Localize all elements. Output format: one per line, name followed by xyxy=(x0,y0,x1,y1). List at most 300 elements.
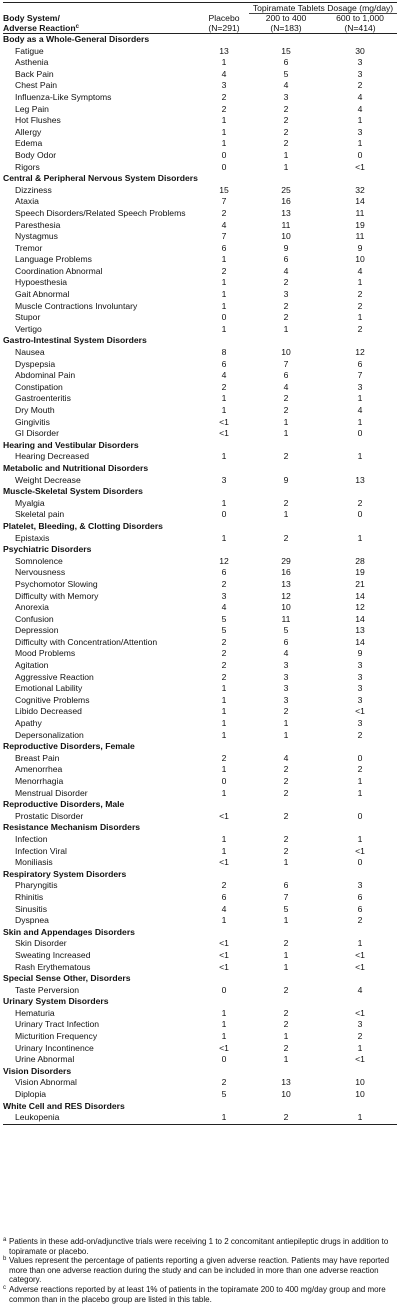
table-row xyxy=(3,892,397,904)
dose-200-400-value: 2 xyxy=(283,300,289,311)
dose-600-1000-value: 3 xyxy=(357,660,363,671)
dose-600-1000-value: 4 xyxy=(357,405,363,415)
placebo-value: 1 xyxy=(221,254,227,265)
placebo-value: 1 xyxy=(221,57,227,68)
dose-200-400-value: 6 xyxy=(283,254,289,265)
dose-600-1000-value: 6 xyxy=(357,903,363,914)
reaction-name: Paresthesia xyxy=(15,219,61,230)
dose-600-1000-value: 12 xyxy=(355,602,365,613)
reaction-name: Myalgia xyxy=(15,497,45,508)
placebo-value: 0 xyxy=(221,161,227,172)
table-row xyxy=(3,1043,397,1055)
category-label: Body as a Whole-General Disorders xyxy=(3,34,150,44)
dose-600-1000-value: <1 xyxy=(355,161,365,172)
reaction-name: Amenorrhea xyxy=(15,764,63,775)
reaction-name: Rigors xyxy=(15,161,40,172)
dose-200-400-value: 2 xyxy=(283,451,289,462)
category-row xyxy=(3,440,397,452)
reaction-name: Micturition Frequency xyxy=(15,1031,98,1042)
table-row xyxy=(3,138,397,150)
table-row xyxy=(3,962,397,974)
table-row xyxy=(3,1019,397,1031)
placebo-value: 1 xyxy=(221,729,227,740)
category-label: Vision Disorders xyxy=(3,1065,72,1076)
placebo-value: 1 xyxy=(221,323,227,334)
reaction-name: Gait Abnormal xyxy=(15,289,70,300)
reaction-name: Hot Flushes xyxy=(15,115,61,126)
dose-600-1000-value: 1 xyxy=(357,393,363,404)
dose-200-400-value: 1 xyxy=(283,961,289,972)
reaction-name: Agitation xyxy=(15,660,49,671)
table-row xyxy=(3,370,397,382)
reaction-name: Menorrhagia xyxy=(15,776,64,786)
placebo-value: 6 xyxy=(221,358,227,369)
placebo-value: 3 xyxy=(221,80,227,91)
reaction-name: Asthenia xyxy=(15,57,49,68)
table-row xyxy=(3,880,397,892)
reaction-name: Somnolence xyxy=(15,555,63,566)
category-label: Resistance Mechanism Disorders xyxy=(3,822,141,833)
category-row xyxy=(3,335,397,347)
placebo-value: 8 xyxy=(221,347,227,358)
placebo-value: 0 xyxy=(221,1054,227,1065)
dose-600-1000-value: 1 xyxy=(357,138,363,149)
category-label: Respiratory System Disorders xyxy=(3,868,127,879)
table-row xyxy=(3,324,397,336)
placebo-value: 1 xyxy=(221,138,227,149)
table-row xyxy=(3,591,397,603)
reaction-name: Mood Problems xyxy=(15,648,76,659)
dose-600-1000-value: 0 xyxy=(357,149,363,160)
dose-200-400-value: 1 xyxy=(283,1031,289,1042)
placebo-value: 6 xyxy=(221,242,227,253)
placebo-value: 1 xyxy=(221,497,227,508)
dose-600-1000-value: 10 xyxy=(355,1077,365,1088)
reaction-name: Prostatic Disorder xyxy=(15,810,84,821)
dose-200-400-value: 2 xyxy=(283,833,289,844)
dose-600-1000-value: <1 xyxy=(355,706,365,717)
dose-200-400-value: 4 xyxy=(283,381,289,392)
category-label: Urinary System Disorders xyxy=(3,996,109,1007)
dose-600-1000-value: 2 xyxy=(357,289,363,300)
dose-200-400-value: 10 xyxy=(281,1089,291,1100)
placebo-header: Placebo xyxy=(208,13,240,23)
table-row xyxy=(3,846,397,858)
dose-600-1000-value: 2 xyxy=(357,1031,363,1042)
placebo-value: 13 xyxy=(219,45,229,56)
dose-600-1000-value: 1 xyxy=(357,312,363,323)
dose-200-400-value: 3 xyxy=(283,671,289,682)
adverse-reaction-header: Adverse Reaction$^c$ xyxy=(3,23,199,34)
dose-200-400-value: 5 xyxy=(283,625,289,636)
table-row xyxy=(3,127,397,139)
reaction-name: Hearing Decreased xyxy=(15,451,90,462)
dose-600-1000-value: 0 xyxy=(357,752,363,763)
table-row xyxy=(3,1031,397,1043)
table-row xyxy=(3,243,397,255)
table-row xyxy=(3,301,397,313)
dose-200-400-value: 7 xyxy=(283,891,289,902)
category-row xyxy=(3,799,397,811)
placebo-value: 1 xyxy=(221,706,227,717)
dose-200-400-value: 2 xyxy=(283,497,289,508)
reaction-name: Edema xyxy=(15,138,43,149)
placebo-value: 1 xyxy=(221,289,227,300)
dose-200-400-value: 1 xyxy=(283,949,289,960)
placebo-value: 1 xyxy=(221,115,227,126)
dose-200-400-value: 11 xyxy=(281,613,291,624)
dose-200-400-value: 10 xyxy=(281,347,291,358)
adverse-reactions-table xyxy=(3,2,397,1125)
table-body xyxy=(3,34,397,1125)
reaction-name: Stupor xyxy=(15,312,41,323)
dose-600-1000-value: 30 xyxy=(355,45,365,56)
placebo-value: 1 xyxy=(221,718,227,729)
table-row xyxy=(3,706,397,718)
dose-600-1000-value: 11 xyxy=(355,231,365,242)
dose-200-400-value: 2 xyxy=(283,277,289,288)
reaction-name: Dyspnea xyxy=(15,915,49,926)
dose-200-400-value: 5 xyxy=(283,68,289,79)
placebo-value: 2 xyxy=(221,578,227,589)
reaction-name: Depersonalization xyxy=(15,729,84,740)
table-row xyxy=(3,382,397,394)
table-row xyxy=(3,1077,397,1089)
placebo-value: 2 xyxy=(221,265,227,276)
dose-600-1000-value: 11 xyxy=(355,207,365,218)
placebo-value: 1 xyxy=(199,1112,249,1124)
table-row xyxy=(3,1054,397,1066)
table-row xyxy=(3,57,397,69)
table-row xyxy=(3,753,397,765)
placebo-value: 15 xyxy=(219,184,229,195)
dose-200-400-value: 2 xyxy=(283,845,289,856)
dose-200-400-value: 13 xyxy=(281,578,291,589)
reaction-name: Coordination Abnormal xyxy=(15,265,103,276)
table-row xyxy=(3,625,397,637)
reaction-name: Vision Abnormal xyxy=(15,1077,77,1088)
placebo-value: 7 xyxy=(221,231,227,242)
dose-200-400-value: 1 xyxy=(283,428,289,439)
dose-200-400-value: 1 xyxy=(283,857,289,868)
reaction-name: Infection xyxy=(15,833,48,844)
dose-600-1000-value: 14 xyxy=(355,196,365,207)
dose-200-400-value: 10 xyxy=(281,602,291,613)
reaction-name: Gastroenteritis xyxy=(15,393,71,404)
reaction-name: Skin Disorder xyxy=(15,938,67,949)
table-row xyxy=(3,614,397,626)
placebo-value: 2 xyxy=(221,880,227,891)
dose-600-1000-value: 28 xyxy=(355,555,365,566)
reaction-name: Nervousness xyxy=(15,567,66,578)
dose-200-400-value: 2 xyxy=(283,984,289,995)
placebo-value: 2 xyxy=(221,671,227,682)
dose-200-400-value: 4 xyxy=(283,265,289,276)
placebo-value: <1 xyxy=(219,416,229,427)
dose-600-1000-n: (N=414) xyxy=(323,23,397,34)
dose-200-400-value: 2 xyxy=(283,405,289,415)
placebo-value: 2 xyxy=(221,1077,227,1088)
reaction-name: Taste Perversion xyxy=(15,984,80,995)
placebo-value: 1 xyxy=(221,300,227,311)
dose-200-400-value: 2 xyxy=(283,787,289,798)
dose-200-400-value: 2 xyxy=(283,1042,289,1053)
placebo-value: 1 xyxy=(221,764,227,775)
placebo-value: 4 xyxy=(221,370,227,381)
footnotes xyxy=(3,1237,397,1304)
table-row xyxy=(3,567,397,579)
dose-200-400-value: 9 xyxy=(283,474,289,485)
table-row xyxy=(3,857,397,869)
reaction-name: Body Odor xyxy=(15,149,57,160)
dose-200-400-value: 29 xyxy=(281,555,291,566)
dose-600-1000-value: 3 xyxy=(357,880,363,891)
dose-600-1000-value: 1 xyxy=(357,787,363,798)
dose-600-1000-value: 14 xyxy=(355,613,365,624)
table-row xyxy=(3,695,397,707)
placebo-value: 1 xyxy=(221,915,227,926)
dose-200-400-value: 3 xyxy=(283,91,289,102)
category-row xyxy=(3,173,397,185)
reaction-name: Urinary Incontinence xyxy=(15,1042,94,1053)
table-row xyxy=(3,950,397,962)
reaction-name: Confusion xyxy=(15,613,54,624)
category-label: Special Sense Other, Disorders xyxy=(3,973,131,984)
category-row xyxy=(3,463,397,475)
table-row xyxy=(3,428,397,440)
dose-200-400-value: 6 xyxy=(283,370,289,381)
category-label: Platelet, Bleeding, & Clotting Disorders xyxy=(3,520,163,531)
dose-600-1000-value: 4 xyxy=(357,984,363,995)
placebo-value: 1 xyxy=(221,683,227,694)
reaction-name: Diplopia xyxy=(15,1089,47,1100)
table-row xyxy=(3,683,397,695)
dose-200-400-value: 3 xyxy=(283,289,289,300)
placebo-value: 4 xyxy=(221,602,227,613)
table-row xyxy=(3,185,397,197)
dose-200-400-value: 16 xyxy=(281,196,291,207)
category-row xyxy=(3,927,397,939)
reaction-name: Dry Mouth xyxy=(15,405,55,415)
dose-600-1000-value: 1 xyxy=(323,1112,397,1124)
placebo-value: <1 xyxy=(219,857,229,868)
table-row xyxy=(3,1089,397,1101)
dose-600-1000-value: 1 xyxy=(357,115,363,126)
dose-600-1000-value: 4 xyxy=(357,103,363,114)
placebo-value: <1 xyxy=(219,961,229,972)
dose-600-1000-value: 2 xyxy=(357,729,363,740)
dose-200-400-value: 1 xyxy=(283,323,289,334)
footnote-a: a Patients in these add-on/adjunctive trials were receiving 1 to 2 concomitant antiepileptic drugs in addition to topiramate or placebo. xyxy=(3,1237,389,1256)
category-label: Central & Peripheral Nervous System Disorders xyxy=(3,173,198,184)
reaction-name: Pharyngitis xyxy=(15,880,58,891)
reaction-name: Gingivitis xyxy=(15,416,50,427)
dose-200-400-value: 1 xyxy=(283,416,289,427)
category-label: Gastro-Intestinal System Disorders xyxy=(3,335,147,346)
table-row xyxy=(3,533,397,545)
dose-600-1000-value: 0 xyxy=(357,857,363,868)
dose-600-1000-value: 3 xyxy=(357,381,363,392)
table-row xyxy=(3,1008,397,1020)
reaction-name: Skeletal pain xyxy=(15,509,65,520)
dose-600-1000-value: 14 xyxy=(355,636,365,647)
dose-200-400-value: 1 xyxy=(283,718,289,729)
reaction-name: Leukopenia xyxy=(3,1112,199,1124)
dose-600-1000-value: 13 xyxy=(355,625,365,636)
dose-600-1000-value: 9 xyxy=(357,648,363,659)
table-row xyxy=(3,730,397,742)
table-row xyxy=(3,672,397,684)
table-row xyxy=(3,764,397,776)
dose-200-400-value: 10 xyxy=(281,231,291,242)
placebo-value: 2 xyxy=(221,103,227,114)
reaction-name: Chest Pain xyxy=(15,80,58,91)
category-row xyxy=(3,34,397,46)
dose-600-1000-value: 3 xyxy=(357,126,363,137)
dose-600-1000-value: 4 xyxy=(357,265,363,276)
placebo-value: 1 xyxy=(221,787,227,798)
placebo-value: 1 xyxy=(221,1019,227,1030)
table-row xyxy=(3,556,397,568)
placebo-value: 1 xyxy=(221,126,227,137)
dose-600-1000-value: 2 xyxy=(357,80,363,91)
reaction-name: Apathy xyxy=(15,718,42,729)
placebo-value: 0 xyxy=(221,509,227,520)
dose-600-1000-value: 2 xyxy=(357,323,363,334)
dose-200-400-value: 1 xyxy=(283,729,289,740)
dose-200-400-n: (N=183) xyxy=(249,23,323,34)
dose-600-1000-value: <1 xyxy=(355,949,365,960)
table-row xyxy=(3,405,397,417)
reaction-name: Menstrual Disorder xyxy=(15,787,88,798)
reaction-name: Fatigue xyxy=(15,45,44,56)
dose-200-400-value: 2 xyxy=(283,312,289,323)
reaction-name: Dyspepsia xyxy=(15,358,56,369)
dose-600-1000-value: 19 xyxy=(355,219,365,230)
dose-600-1000-value: 3 xyxy=(357,57,363,68)
placebo-value: 1 xyxy=(221,1007,227,1018)
placebo-value: 2 xyxy=(221,648,227,659)
table-row xyxy=(3,904,397,916)
reaction-name: Nystagmus xyxy=(15,231,58,242)
placebo-value: 4 xyxy=(221,903,227,914)
placebo-value: 5 xyxy=(221,1089,227,1100)
placebo-value: 6 xyxy=(221,567,227,578)
placebo-value: 1 xyxy=(221,405,227,415)
table-row xyxy=(3,660,397,672)
dose-600-1000-value: 32 xyxy=(355,184,365,195)
dose-200-400-value: 6 xyxy=(283,57,289,68)
reaction-name: Nausea xyxy=(15,347,45,358)
placebo-value: 5 xyxy=(221,613,227,624)
reaction-name: Anorexia xyxy=(15,602,49,613)
placebo-value: 2 xyxy=(221,752,227,763)
reaction-name: Libido Decreased xyxy=(15,706,82,717)
dose-200-400-value: 2 xyxy=(283,126,289,137)
category-label: Skin and Appendages Disorders xyxy=(3,926,135,937)
category-row xyxy=(3,741,397,753)
dose-600-1000-value: 3 xyxy=(357,694,363,705)
reaction-name: Difficulty with Concentration/Attention xyxy=(15,636,158,647)
dose-200-400-value: 2 xyxy=(283,532,289,543)
table-row xyxy=(3,475,397,487)
dose-200-400-value: 11 xyxy=(281,219,291,230)
table-row xyxy=(3,208,397,220)
reaction-name: Aggressive Reaction xyxy=(15,671,94,682)
footnote-b: b Values represent the percentage of patients reporting a given adverse reaction. Patients may have reported more than one adverse reaction during the study and can be included in more than one adverse reaction category. xyxy=(3,1256,390,1285)
placebo-value: 1 xyxy=(221,833,227,844)
reaction-name: Abdominal Pain xyxy=(15,370,76,381)
table-row xyxy=(3,115,397,127)
footnote-mark-c: c xyxy=(75,24,79,30)
dose-200-400-value: 6 xyxy=(283,636,289,647)
dose-600-1000-value: 1 xyxy=(357,1042,363,1053)
placebo-value: 6 xyxy=(221,891,227,902)
dose-200-400-value: 1 xyxy=(283,509,289,520)
table-row xyxy=(3,498,397,510)
dose-600-1000-value: 2 xyxy=(357,497,363,508)
dose-200-400-value: 5 xyxy=(283,903,289,914)
table-row xyxy=(3,196,397,208)
table-row xyxy=(3,1112,397,1124)
category-label: Reproductive Disorders, Female xyxy=(3,741,135,752)
placebo-value: 2 xyxy=(221,636,227,647)
dose-200-400-value: 3 xyxy=(283,660,289,671)
table-row xyxy=(3,393,397,405)
dose-600-1000-value: 2 xyxy=(357,915,363,926)
table-row xyxy=(3,150,397,162)
placebo-value: 3 xyxy=(221,474,227,485)
reaction-name: Leg Pain xyxy=(15,103,49,114)
table-row xyxy=(3,254,397,266)
dose-600-1000-value: 0 xyxy=(357,509,363,520)
dose-600-1000-value: 7 xyxy=(357,370,363,381)
dose-600-1000-value: 1 xyxy=(357,277,363,288)
placebo-value: 5 xyxy=(221,625,227,636)
table-row xyxy=(3,637,397,649)
dose-600-1000-header: 600 to 1,000 xyxy=(336,13,384,23)
table-row xyxy=(3,451,397,463)
table-row xyxy=(3,776,397,788)
placebo-value: 0 xyxy=(221,312,227,323)
category-row xyxy=(3,869,397,881)
placebo-value: 4 xyxy=(221,68,227,79)
reaction-name: GI Disorder xyxy=(15,428,59,439)
placebo-value: 0 xyxy=(221,149,227,160)
dose-600-1000-value: 1 xyxy=(357,938,363,949)
reaction-name: Sinusitis xyxy=(15,903,47,914)
dose-600-1000-value: <1 xyxy=(355,1054,365,1065)
dose-600-1000-value: 10 xyxy=(355,254,365,265)
reaction-name: Emotional Lability xyxy=(15,683,83,694)
dose-600-1000-value: 19 xyxy=(355,567,365,578)
dose-200-400-value: 25 xyxy=(281,184,291,195)
dose-200-400-value: 4 xyxy=(283,752,289,763)
dose-200-400-value: 2 xyxy=(283,138,289,149)
table-row xyxy=(3,266,397,278)
table-row xyxy=(3,602,397,614)
placebo-value: <1 xyxy=(219,428,229,439)
reaction-name: Vertigo xyxy=(15,323,42,334)
dose-200-400-value: 4 xyxy=(283,648,289,659)
placebo-value: 3 xyxy=(221,590,227,601)
reaction-name: Rhinitis xyxy=(15,891,44,902)
table-row xyxy=(3,938,397,950)
table-row xyxy=(3,915,397,927)
placebo-value: 1 xyxy=(221,845,227,856)
dose-600-1000-value: 1 xyxy=(357,451,363,462)
dose-200-400-value: 3 xyxy=(283,683,289,694)
